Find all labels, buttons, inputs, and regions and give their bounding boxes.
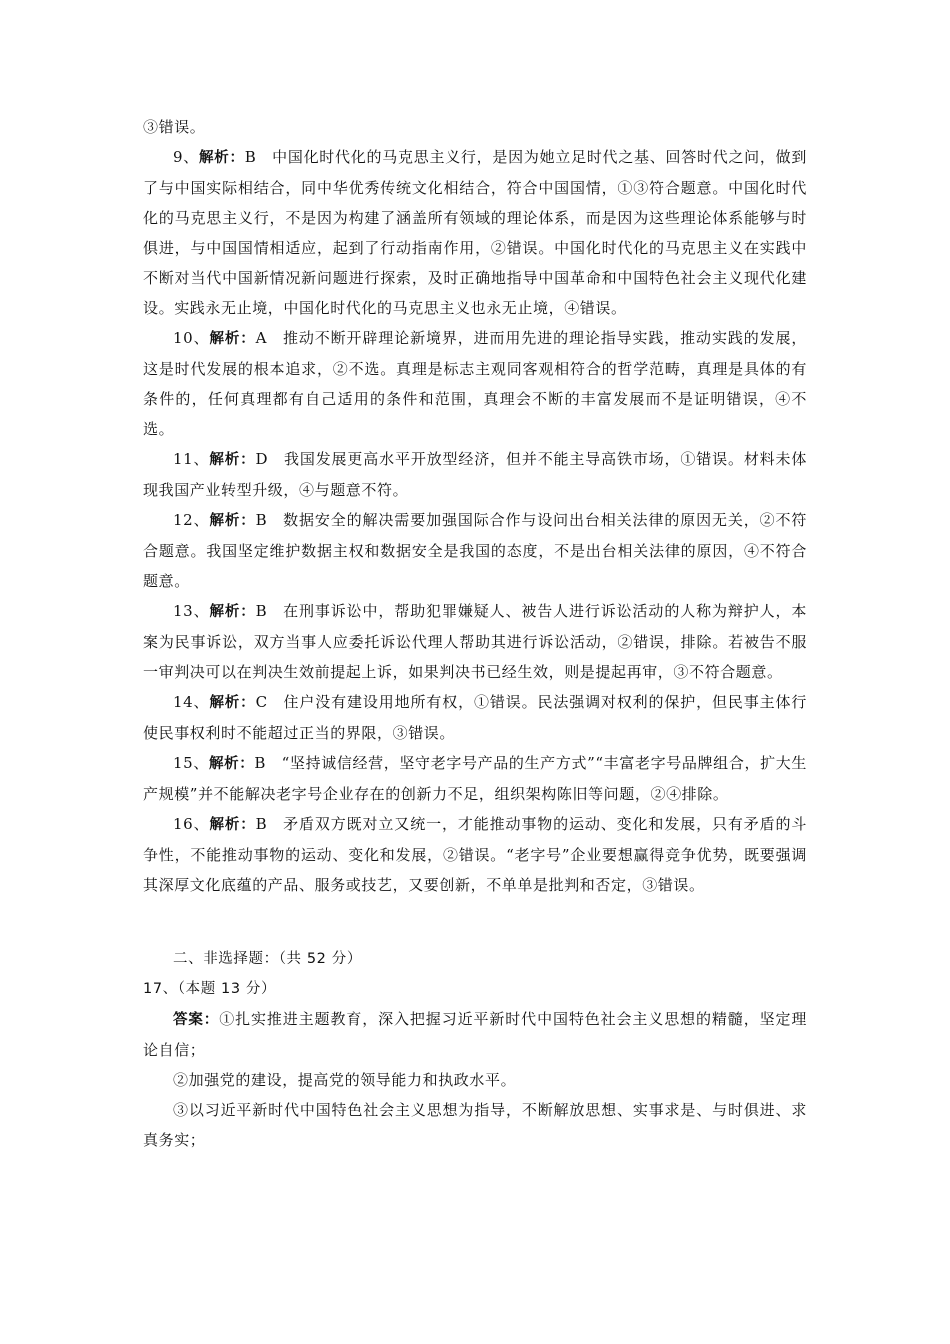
q17-number: 17、: [143, 981, 178, 997]
item-body: 矛盾双方既对立又统一，才能推动事物的运动、变化和发展，只有矛盾的斗争性，不能推动事物的运动、变化和发展，②错误。“老字号”企业要想赢得竞争优势，既要强调其深厚文化底蕴的产品、服务或技艺，又要创新，不单单是批判和否定，③错误。: [143, 815, 807, 894]
item-number: 16、: [173, 815, 210, 833]
item-answer: B: [244, 148, 257, 166]
item-label: 解析：: [209, 695, 256, 711]
item-body: 我国发展更高水平开放型经济，但并不能主导高铁市场，①错误。材料未体现我国产业转型升级，④与题意不符。: [143, 450, 807, 499]
answer-text: ③以习近平新时代中国特色社会主义思想为指导，不断解放思想、实事求是、与时俱进、求真务实；: [143, 1101, 807, 1149]
q17-score: （本题 13 分）: [177, 981, 277, 997]
item-body: ③错误。: [143, 118, 206, 136]
q17-answer-1: [143, 1004, 807, 1065]
item-label: 解析：: [208, 756, 255, 772]
section-heading: [143, 944, 807, 974]
section-score: （共 52 分）: [278, 951, 362, 967]
item-body: 推动不断开辟理论新境界，进而用先进的理论指导实践，推动实践的发展，这是时代发展的根本追求，②不选。真理是标志主观同客观相符合的哲学范畴，真理是具体的有条件的，任何真理都有自己适用的条件和范围，真理会不断的丰富发展而不是证明错误，④不选。: [143, 329, 807, 438]
answer-text: ①扎实推进主题教育，深入把握习近平新时代中国特色社会主义思想的精髓，坚定理论自信；: [143, 1010, 807, 1059]
item-label: 解析：: [199, 150, 245, 166]
section-title: 二、非选择题：: [173, 951, 279, 967]
item-9: [143, 142, 807, 323]
q17-answer-2: [143, 1065, 807, 1095]
section-spacer: [143, 900, 807, 944]
item-8-tail: [143, 112, 807, 142]
item-number: 13、: [173, 602, 210, 620]
item-number: 11、: [173, 450, 210, 468]
item-label: 解析：: [209, 331, 256, 347]
item-answer: C: [255, 693, 268, 711]
item-16: [143, 809, 807, 900]
item-label: 解析：: [209, 604, 256, 620]
item-number: 14、: [173, 693, 210, 711]
answer-label: 答案：: [173, 1012, 220, 1028]
item-15: [143, 748, 807, 809]
q17-answer-3: [143, 1095, 807, 1155]
q17-heading: [143, 974, 807, 1004]
item-number: 15、: [173, 754, 209, 772]
item-label: 解析：: [209, 513, 256, 529]
item-body: 数据安全的解决需要加强国际合作与设问出台相关法律的原因无关，②不符合题意。我国坚定维护数据主权和数据安全是我国的态度，不是出台相关法律的原因，④不符合题意。: [143, 511, 807, 590]
item-body: 住户没有建设用地所有权，①错误。民法强调对权利的保护，但民事主体行使民事权利时不能超过正当的界限，③错误。: [143, 693, 807, 742]
item-answer: B: [254, 754, 267, 772]
item-number: 12、: [173, 511, 210, 529]
item-answer: D: [255, 450, 269, 468]
item-11: [143, 444, 807, 505]
document-page: [143, 112, 807, 1155]
item-number: 9、: [173, 148, 200, 166]
item-14: [143, 687, 807, 748]
item-body: 在刑事诉讼中，帮助犯罪嫌疑人、被告人进行诉讼活动的人称为辩护人，本案为民事诉讼，双方当事人应委托诉讼代理人帮助其进行诉讼活动，②错误，排除。若被告不服一审判决可以在判决生效前提起上诉，如果判决书已经生效，则是提起再审，③不符合题意。: [143, 602, 807, 681]
item-label: 解析：: [209, 452, 256, 468]
item-answer: B: [255, 511, 268, 529]
item-answer: B: [255, 602, 268, 620]
item-body: “坚持诚信经营，坚守老字号产品的生产方式”“丰富老字号品牌组合，扩大生产规模”并不能解决老字号企业存在的创新力不足，组织架构陈旧等问题，②④排除。: [143, 754, 807, 803]
item-13: [143, 596, 807, 687]
item-body: 中国化时代化的马克思主义行，是因为她立足时代之基、回答时代之问，做到了与中国实际相结合，同中华优秀传统文化相结合，符合中国国情，①③符合题意。中国化时代化的马克思主义行，不是因为构建了涵盖所有领域的理论体系，而是因为这些理论体系能够与时俱进，与中国国情相适应，起到了行动指南作用，②错误。中国化时代化的马克思主义在实践中不断对当代中国新情况新问题进行探索，及时正确地指导中国革命和中国特色社会主义现代化建设。实践永无止境，中国化时代化的马克思主义也永无止境，④错误。: [143, 148, 807, 317]
answer-text: ②加强党的建设，提高党的领导能力和执政水平。: [173, 1071, 517, 1089]
item-12: [143, 505, 807, 596]
item-10: [143, 323, 807, 444]
item-number: 10、: [173, 329, 210, 347]
item-answer: A: [255, 329, 268, 347]
item-label: 解析：: [209, 817, 256, 833]
item-answer: B: [255, 815, 268, 833]
